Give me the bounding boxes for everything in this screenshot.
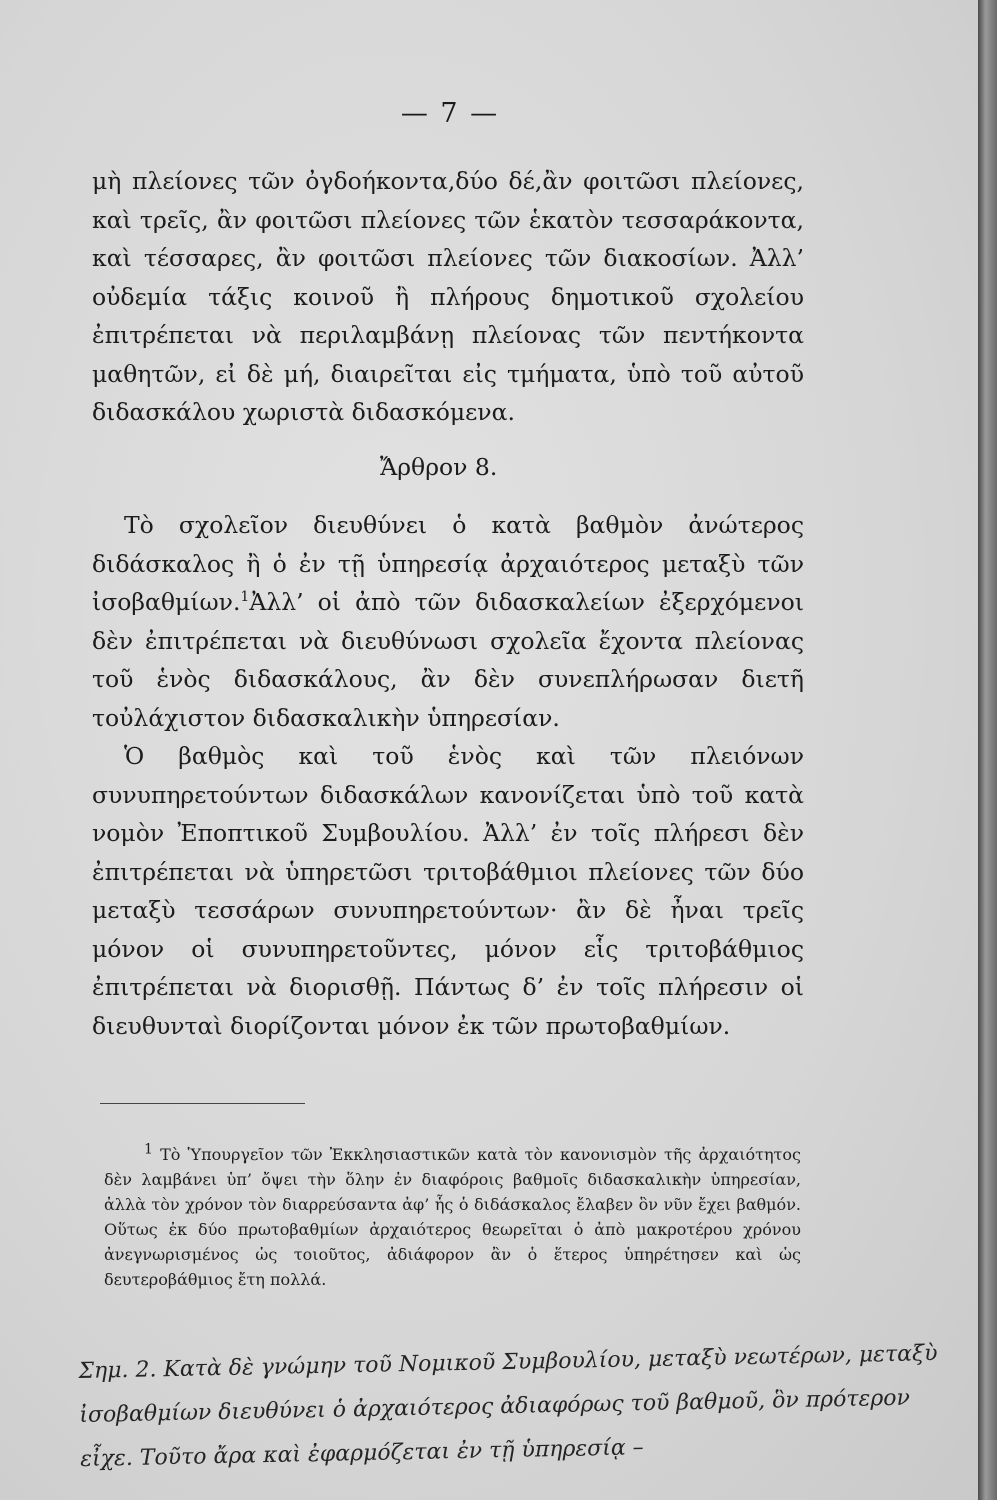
footnote-divider xyxy=(100,1103,305,1104)
footnote-text: Τὸ Ὑπουργεῖον τῶν Ἐκκλησιαστικῶν κατὰ τὸν κανονισμὸν τῆς ἀρχαιότητος δὲν λαμβάνει ὑπ’ ὄψει τὴν ὅλην ἐν διαφόροις βαθμοῖς διδασκαλικὴν ὑπηρεσίαν, ἀλλὰ τὸν χρόνον τὸν διαρρεύσαντα ἀφ’ ἧς ὁ διδάσκαλος ἔλαβεν ὃν νῦν ἔχει βαθμόν. Οὕτως ἐκ δύο πρωτοβαθμίων ἀρχαιότερος θεωρεῖται ὁ ἀπὸ μακροτέρου χρόνου ἀνεγνωρισμένος ὡς τοιοῦτος, ἀδιάφορον ἂν ὁ ἕτερος ὑπηρέτησεν καὶ ὡς δευτεροβάθμιος ἔτη πολλά. xyxy=(104,1145,801,1289)
handwritten-line-1: Σημ. 2. Κατὰ δὲ γνώμην τοῦ Νομικοῦ Συμβουλίου, μεταξὺ νεωτέρων, μεταξὺ xyxy=(78,1341,938,1384)
paragraph-3: Ὁ βαθμὸς καὶ τοῦ ἑνὸς καὶ τῶν πλειόνων συνυπηρετούντων διδασκάλων κανονίζεται ὑπὸ τοῦ κατὰ νομὸν Ἐποπτικοῦ Συμβουλίου. Ἀλλ’ ἐν τοῖς πλήρεσι δὲν ἐπιτρέπεται νὰ ὑπηρετῶσι τριτοβάθμιοι πλείονες τῶν δύο μεταξὺ τεσσάρων συνυπηρετούντων· ἂν δὲ ἦναι τρεῖς μόνον οἱ συνυπηρετοῦντες, μόνον εἷς τριτοβάθμιος ἐπιτρέπεται νὰ διορισθῇ. Πάντως δ’ ἐν τοῖς πλήρεσιν οἱ διευθυνταὶ διορίζονται μόνον ἐκ τῶν πρωτοβαθμίων. xyxy=(92,742,804,1040)
paragraph-2b-text: Ἀλλ’ οἱ ἀπὸ τῶν διδασκαλείων ἐξερχόμενοι δὲν ἐπιτρέπεται νὰ διευθύνωσι σχολεῖα ἔχοντα πλείονας τοῦ ἑνὸς διδασκάλους, ἂν δὲν συνεπλήρωσαν διετῆ τοὐλάχιστον διδασκαλικὴν ὑπηρεσίαν. xyxy=(92,588,804,732)
paragraph-1 xyxy=(92,162,804,432)
paragraph-1-text: μὴ πλείονες τῶν ὀγδοήκοντα,δύο δέ,ἂν φοιτῶσι πλείονες, καὶ τρεῖς, ἂν φοιτῶσι πλείονες τῶν ἑκατὸν τεσσαράκοντα, καὶ τέσσαρες, ἂν φοιτῶσι πλείονες τῶν διακοσίων. Ἀλλ’ οὐδεμία τάξις κοινοῦ ἢ πλήρους δημοτικοῦ σχολείου ἐπιτρέπεται νὰ περιλαμβάνῃ πλείονας τῶν πεντήκοντα μαθητῶν, εἰ δὲ μή, διαιρεῖται εἰς τμήματα, ὑπὸ τοῦ αὐτοῦ διδασκάλου χωριστὰ διδασκόμενα. xyxy=(92,167,804,426)
paragraph-2 xyxy=(92,506,804,737)
paragraph-2a-text: Τὸ σχολεῖον διευθύνει ὁ κατὰ βαθμὸν ἀνώτερος διδάσκαλος ἢ ὁ ἐν τῇ ὑπηρεσίᾳ ἀρχαιότερος μεταξὺ τῶν ἰσοβαθμίων. xyxy=(92,511,804,616)
handwritten-line-2: ἰσοβαθμίων διευθύνει ὁ ἀρχαιότερος ἀδιαφόρως τοῦ βαθμοῦ, ὃν πρότερον xyxy=(79,1385,911,1428)
footnote xyxy=(104,1142,801,1292)
article-heading: Ἄρθρον 8. xyxy=(380,453,498,481)
handwritten-note xyxy=(78,1332,941,1482)
page-edge xyxy=(978,0,997,1500)
footnote-reference[interactable]: 1 xyxy=(240,589,250,606)
page-number: — 7 — xyxy=(400,98,500,129)
footnote-marker: 1 xyxy=(144,1141,153,1158)
article-8-body xyxy=(92,506,804,1045)
handwritten-line-3: εἶχε. Τοῦτο ἄρα καὶ ἐφαρμόζεται ἐν τῇ ὑπηρεσίᾳ – xyxy=(80,1435,644,1472)
